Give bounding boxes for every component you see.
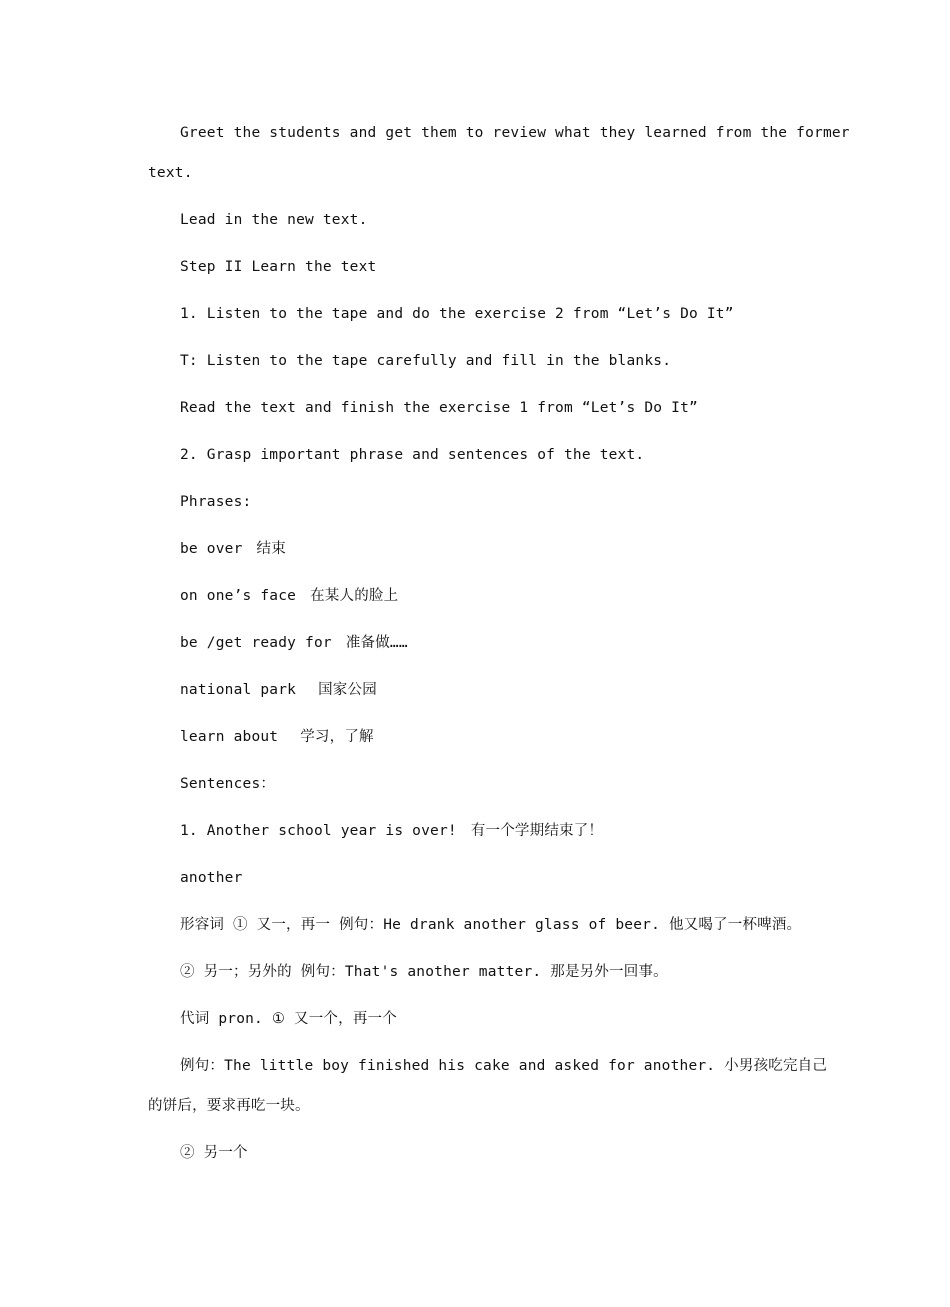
vocabulary-word: another — [180, 870, 243, 886]
sentence-item — [180, 821, 603, 841]
phrase-chinese: 准备做…… — [345, 635, 408, 651]
phrase-chinese: 在某人的脸上 — [310, 588, 399, 604]
step-heading: Step II Learn the text — [180, 259, 377, 275]
phrase-english: be /get ready for — [180, 635, 332, 651]
phrase-english: on one’s face — [180, 588, 297, 604]
sentence-chinese: 有一个学期结束了！ — [470, 823, 604, 839]
task-grasp: 2. Grasp important phrase and sentences of the text. — [180, 447, 645, 463]
pronoun-definition-2: ② 另一个 — [180, 1145, 248, 1161]
adjective-definition-2: ② 另一；另外的 例句：That's another matter. 那是另外一回事。 — [180, 964, 668, 980]
phrase-item — [180, 633, 408, 653]
adjective-definition: 形容词 ① 又一，再一 例句：He drank another glass of beer. 他又喝了一杯啤酒。 — [180, 917, 802, 933]
phrase-chinese: 结束 — [256, 541, 286, 557]
sentences-heading: Sentences： — [180, 776, 276, 792]
phrase-english: learn about — [180, 729, 279, 745]
example-sentence: 例句：The little boy finished his cake and asked for another. 小男孩吃完自己 — [180, 1058, 828, 1074]
phrase-item — [180, 539, 286, 559]
task-listen: 1. Listen to the tape and do the exercise 2 from “Let’s Do It” — [180, 306, 734, 322]
task-read: Read the text and finish the exercise 1 from “Let’s Do It” — [180, 400, 698, 416]
phrase-english: be over — [180, 541, 243, 557]
phrases-heading: Phrases: — [180, 494, 252, 510]
paragraph-lead-in: Lead in the new text. — [180, 212, 368, 228]
pronoun-definition: 代词 pron. ① 又一个，再一个 — [180, 1011, 397, 1027]
teacher-instruction: T: Listen to the tape carefully and fill in the blanks. — [180, 353, 672, 369]
paragraph-greet: Greet the students and get them to review what they learned from the former — [180, 125, 850, 141]
paragraph-greet-continued: text. — [148, 165, 193, 181]
phrase-item — [180, 727, 374, 747]
phrase-chinese: 国家公园 — [318, 682, 377, 698]
sentence-english: 1. Another school year is over! — [180, 823, 457, 839]
phrase-item — [180, 586, 398, 606]
phrase-english: national park — [180, 682, 297, 698]
example-sentence-continued: 的饼后，要求再吃一块。 — [148, 1098, 310, 1114]
phrase-item — [180, 680, 377, 700]
phrase-chinese: 学习，了解 — [300, 729, 374, 745]
